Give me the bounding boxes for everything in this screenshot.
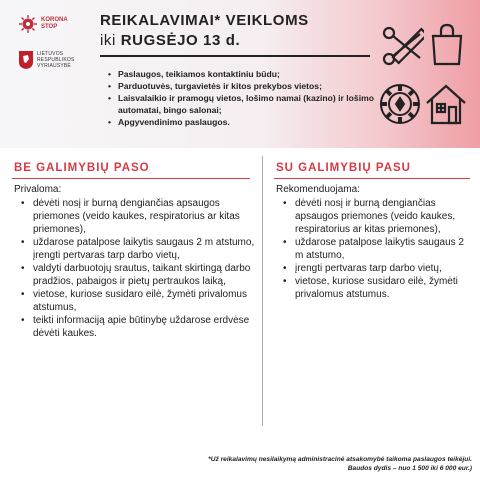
list-item: • dėvėti nosį ir burną dengiančias apsaugos priemones (veido kaukes, respiratorius ar kitas priemones), (276, 197, 472, 236)
title-prefix: iki (100, 32, 121, 49)
mandatory-list (14, 197, 262, 340)
list-item: • vietose, kuriose susidaro eilė, žymėti privalomus atstumus. (276, 275, 472, 301)
list-item: • uždarose patalpose laikytis saugaus 2 m atstumo, įrengti pertvaras tarp darbo vietų, (14, 236, 262, 262)
footnote (208, 455, 472, 473)
activity-item: • Paslaugos, teikiamos kontaktiniu būdu; (108, 68, 378, 80)
house-icon (424, 82, 468, 126)
activities-list (108, 68, 378, 128)
heading-without-pass: BE GALIMYBIŲ PASO (14, 162, 150, 174)
korona-text-2: STOP (41, 24, 58, 30)
gov-text-3: VYRIAUSYBĖ (37, 63, 71, 69)
activity-item: • Parduotuvės, turgavietės ir kitos prekybos vietos; (108, 80, 378, 92)
recommended-list (276, 197, 472, 301)
casino-chip-icon (378, 82, 422, 126)
footnote-line-2: Baudos dydis – nuo 1 500 iki 6 000 eur.) (347, 465, 472, 472)
recommended-label: Rekomenduojama: (276, 184, 360, 195)
heading-with-pass: SU GALIMYBIŲ PASU (276, 162, 411, 174)
government-logo (18, 50, 88, 70)
title-line-1: REIKALAVIMAI* VEIKLOMS (100, 12, 309, 29)
title-line-2 (100, 32, 309, 49)
page-title (100, 12, 309, 49)
list-item: • dėvėti nosį ir burną dengiančias apsaugos priemones (veido kaukes, respiratorius ar kitas priemones), (14, 197, 262, 236)
gov-text-1: LIETUVOS (37, 51, 64, 57)
coat-of-arms-icon (18, 50, 34, 70)
list-item: • uždarose patalpose laikytis saugaus 2 m atstumo, (276, 236, 472, 262)
column-with-pass (276, 183, 472, 301)
korona-virus-icon (18, 14, 38, 34)
footnote-line-1: *Už reikalavimų nesilaikymą administracinė atsakomybė taikoma paslaugos teikėjui. (208, 456, 472, 463)
shopping-bag-icon (430, 22, 464, 66)
korona-text-1: KORONA (41, 17, 68, 23)
list-item: • vietose, kuriose susidaro eilė, žymėti privalomus atstumus, (14, 288, 262, 314)
gov-text-2: RESPUBLIKOS (37, 57, 75, 63)
list-item: • įrengti pertvaras tarp darbo vietų, (276, 262, 472, 275)
heading-rule-left (12, 178, 250, 179)
logos (18, 14, 88, 86)
list-item: • teikti informaciją apie būtinybę uždarose erdvėse dėvėti kaukes. (14, 314, 262, 340)
title-date: RUGSĖJO 13 d. (120, 32, 241, 49)
list-item: • valdyti darbuotojų srautus, taikant skirtingą darbo pradžios, pabaigos ir pietų pertraukos laiką, (14, 262, 262, 288)
heading-rule-right (274, 178, 470, 179)
activity-item: • Apgyvendinimo paslaugos. (108, 116, 378, 128)
scissors-comb-icon (380, 24, 424, 68)
column-divider (262, 156, 263, 426)
column-without-pass (14, 183, 262, 340)
korona-stop-logo (18, 14, 88, 34)
activity-item: • Laisvalaikio ir pramogų vietos, lošimo namai (kazino) ir lošimo automatai, bingo salonai; (108, 92, 378, 116)
mandatory-label: Privaloma: (14, 184, 62, 195)
title-underline (100, 55, 370, 57)
